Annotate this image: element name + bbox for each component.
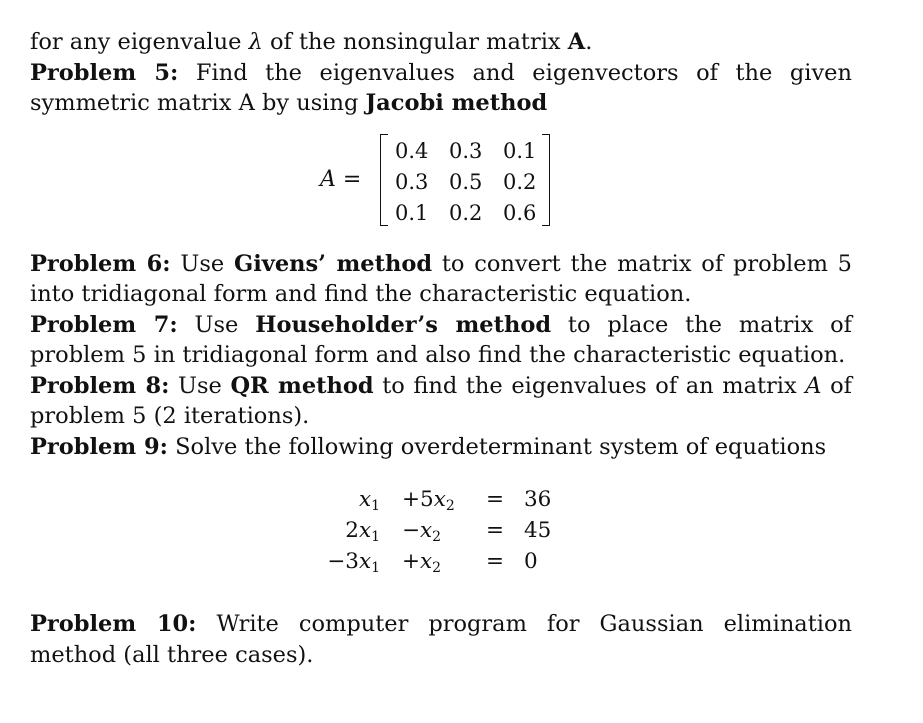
eq-var: x (358, 518, 372, 543)
problem-6 (30, 249, 852, 310)
matrix-left-bracket (380, 134, 388, 226)
eq-var: x (420, 518, 433, 543)
eq-equals: = (486, 549, 505, 574)
eq-coef: − (402, 518, 421, 543)
problem-7-label: Problem 7: (30, 311, 178, 338)
problem-10-label: Problem 10: (30, 611, 197, 637)
eq-sub: 1 (371, 498, 380, 514)
matrix-cell: 0.3 (395, 169, 429, 194)
eq-sub: 2 (432, 560, 442, 576)
eq-var: x (420, 549, 433, 574)
problem-7-method: Householder’s method (255, 311, 552, 338)
equation-system (30, 485, 852, 591)
eq-rhs: 0 (524, 549, 538, 574)
equation-row (30, 547, 852, 577)
intro-text-after: of the nonsingular matrix (262, 29, 568, 55)
matrix-right-bracket (542, 134, 550, 226)
equation-row (30, 516, 852, 546)
problem-10 (30, 609, 852, 670)
problem-7 (30, 310, 852, 371)
eq-rhs: 36 (524, 487, 552, 512)
intro-text-before: for any eigenvalue (30, 29, 249, 55)
intro-line (30, 27, 852, 58)
eq-sub: 1 (371, 560, 380, 576)
intro-period: . (585, 29, 593, 55)
eq-var: x (358, 549, 372, 574)
problem-5 (30, 58, 852, 119)
eq-sub: 2 (445, 498, 455, 514)
problem-10-text: Write computer program for Gaussian elimination method (all three cases). (30, 611, 852, 668)
problem-7-text-2: to place the matrix of problem 5 in tridiagonal form and also find the characteristic equation. (30, 311, 852, 368)
problem-9-label: Problem 9: (30, 433, 168, 460)
matrix-cell: 0.2 (503, 169, 537, 194)
eq-var: x (358, 487, 372, 512)
matrix-entries (395, 136, 551, 229)
matrix-cell: 0.4 (395, 138, 429, 163)
eq-sub: 1 (371, 529, 380, 545)
eq-coef: + (402, 549, 421, 574)
matrix-name: A (567, 29, 586, 55)
eq-term-x1 (345, 516, 380, 546)
matrix-lhs-text: A = (320, 166, 362, 192)
matrix-equation (30, 132, 852, 230)
document-page (30, 27, 852, 670)
eq-rhs: 45 (524, 518, 552, 543)
problem-6-method: Givens’ method (234, 250, 433, 277)
problem-8 (30, 371, 852, 432)
matrix-cell: 0.2 (449, 200, 483, 225)
lambda-symbol: λ (248, 29, 263, 55)
equation-row (30, 485, 852, 515)
eq-term-x2 (402, 516, 441, 546)
problem-8-text-2: to find the eigenvalues of an matrix (373, 372, 806, 399)
problem-8-label: Problem 8: (30, 372, 170, 399)
eq-var: x (433, 487, 446, 512)
matrix-cell: 0.5 (449, 169, 483, 194)
matrix-cell: 0.1 (503, 138, 537, 163)
matrix-cell: 0.1 (395, 200, 429, 225)
problem-9-text: Solve the following overdeterminant system of equations (167, 433, 827, 460)
eq-term-x2 (402, 547, 441, 577)
problem-5-label: Problem 5: (30, 59, 179, 86)
matrix-cell: 0.3 (449, 138, 483, 163)
problem-8-method: QR method (230, 372, 374, 399)
matrix-cell: 0.6 (503, 200, 537, 225)
eq-equals: = (486, 518, 505, 543)
eq-coef: 2 (345, 518, 359, 543)
problem-8-text-3: of problem 5 (2 iterations). (30, 372, 852, 429)
problem-5-text: Find the eigenvalues and eigenvectors of the given symmetric matrix A by using (30, 59, 852, 116)
eq-equals: = (486, 487, 505, 512)
eq-term-x1 (359, 485, 380, 515)
problem-8-text-1: Use (169, 372, 231, 399)
problem-6-text-2: to convert the matrix of problem 5 into tridiagonal form and find the characteristic equation. (30, 250, 852, 307)
eq-sub: 2 (432, 529, 442, 545)
matrix-lhs (320, 167, 361, 193)
eq-term-x2 (402, 485, 455, 515)
problem-6-label: Problem 6: (30, 250, 171, 277)
eq-coef: −3 (327, 549, 359, 574)
eq-term-x1 (327, 547, 380, 577)
problem-7-text-1: Use (177, 311, 256, 338)
problem-8-var: A (805, 372, 822, 399)
problem-9 (30, 432, 852, 463)
problem-6-text-1: Use (170, 250, 234, 277)
eq-coef: +5 (402, 487, 434, 512)
problem-5-method: Jacobi method (365, 90, 548, 116)
